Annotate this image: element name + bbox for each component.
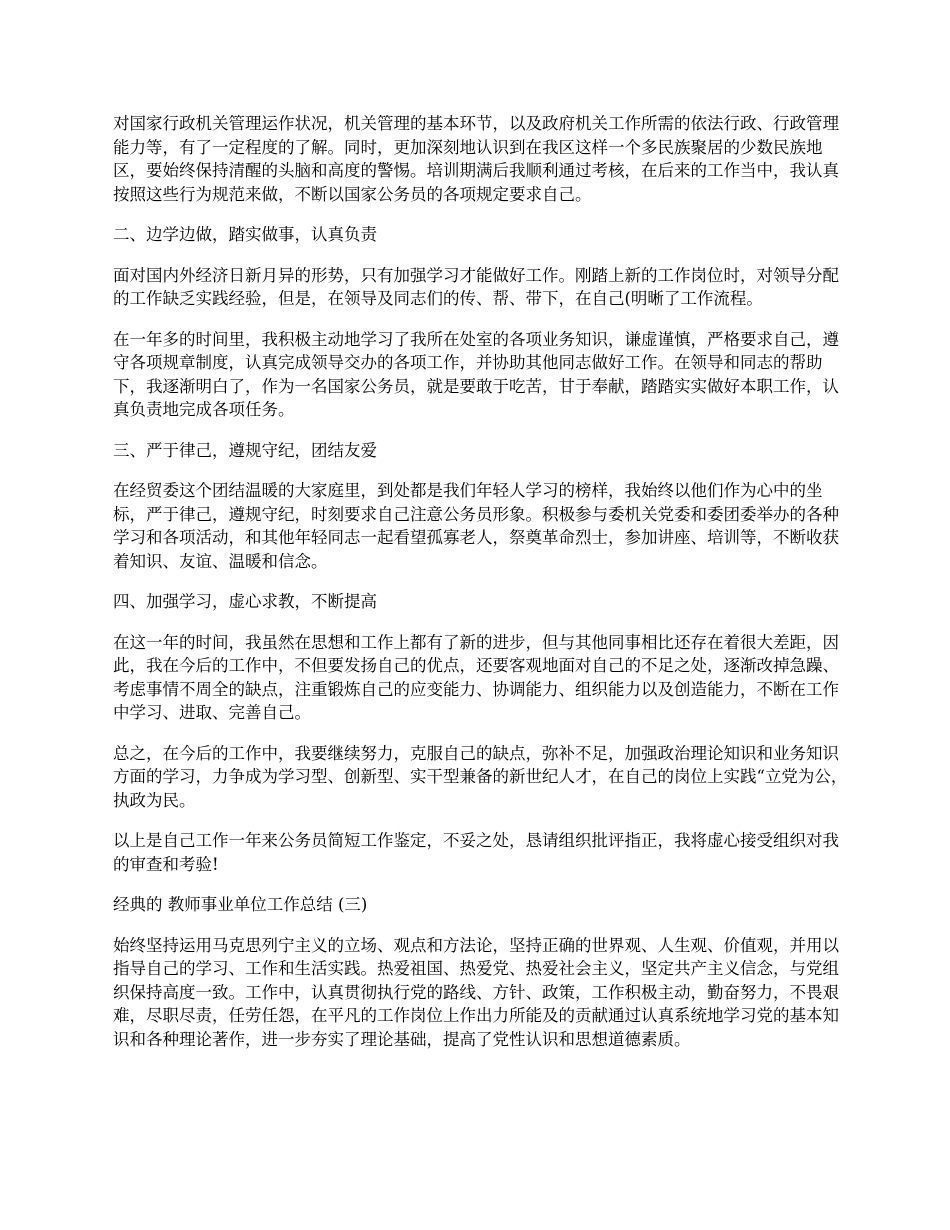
paragraph-learning: 面对国内外经济日新月异的形势，只有加强学习才能做好工作。刚踏上新的工作岗位时，对领导分配的工作缺乏实践经验，但是，在领导及同志们的传、帮、带下，在自己(明晰了工作流程。 xyxy=(113,265,839,308)
section-heading-2: 二、边学边做，踏实做事，认真负责 xyxy=(113,225,377,244)
paragraph-discipline: 在经贸委这个团结温暖的大家庭里，到处都是我们年轻人学习的榜样，我始终以他们作为心中的坐标，严于律己，遵规守纪，时刻要求自己注意公务员形象。积极参与委机关党委和委团委举办的各种学习和各项活动，和其他年轻同志一起看望孤寡老人，祭奠革命烈士，参加讲座、培训等，不断收获着知识、友谊、温暖和信念。 xyxy=(113,481,839,571)
document-page xyxy=(113,112,853,1068)
paragraph-teacher-summary: 始终坚持运用马克思列宁主义的立场、观点和方法论，坚持正确的世界观、人生观、价值观，并用以指导自己的学习、工作和生活实践。热爱祖国、热爱党、热爱社会主义，坚定共产主义信念，与党组织保持高度一致。工作中，认真贯彻执行党的路线、方针、政策，工作积极主动，勤奋努力，不畏艰难，尽职尽责，任劳任怨，在平凡的工作岗位上作出力所能及的贡献通过认真系统地学习党的基本知识和各种理论著作，进一步夯实了理论基础，提高了党性认识和思想道德素质。 xyxy=(113,935,839,1049)
paragraph-summary: 总之，在今后的工作中，我要继续努力，克服自己的缺点，弥补不足，加强政治理论知识和业务知识方面的学习，力争成为学习型、创新型、实干型兼备的新世纪人才，在自己的岗位上实践“立党为公，执政为民。 xyxy=(113,743,848,810)
section-heading-4: 四、加强学习，虚心求教，不断提高 xyxy=(113,592,377,611)
paragraph-year-work: 在一年多的时间里，我积极主动地学习了我所在处室的各项业务知识，谦虚谨慎，严格要求自己，遵守各项规章制度，认真完成领导交办的各项工作，并协助其他同志做好工作。在领导和同志的帮助下，我逐渐明白了，作为一名国家公务员，就是要敢于吃苦，甘于奉献，踏踏实实做好本职工作，认真负责地完成各项任务。 xyxy=(113,329,839,419)
paragraph-improvement: 在这一年的时间，我虽然在思想和工作上都有了新的进步，但与其他同事相比还存在着很大差距，因此，我在今后的工作中，不但要发扬自己的优点，还要客观地面对自己的不足之处，逐渐改掉急躁、考虑事情不周全的缺点，注重锻炼自己的应变能力、协调能力、组织能力以及创造能力，不断在工作中学习、进取、完善自己。 xyxy=(113,632,839,722)
paragraph-intro: 对国家行政机关管理运作状况，机关管理的基本环节，以及政府机关工作所需的依法行政、行政管理能力等，有了一定程度的了解。同时，更加深刻地认识到在我区这样一个多民族聚居的少数民族地区，要始终保持清醒的头脑和高度的警惕。培训期满后我顺利通过考核，在后来的工作当中，我认真按照这些行为规范来做，不断以国家公务员的各项规定要求自己。 xyxy=(113,114,839,204)
article-title-3: 经典的 教师事业单位工作总结 (三) xyxy=(113,895,368,914)
paragraph-closing: 以上是自己工作一年来公务员简短工作鉴定，不妥之处，恳请组织批评指正，我将虚心接受组织对我的审查和考验! xyxy=(113,831,839,874)
section-heading-3: 三、严于律己，遵规守纪，团结友爱 xyxy=(113,440,377,460)
